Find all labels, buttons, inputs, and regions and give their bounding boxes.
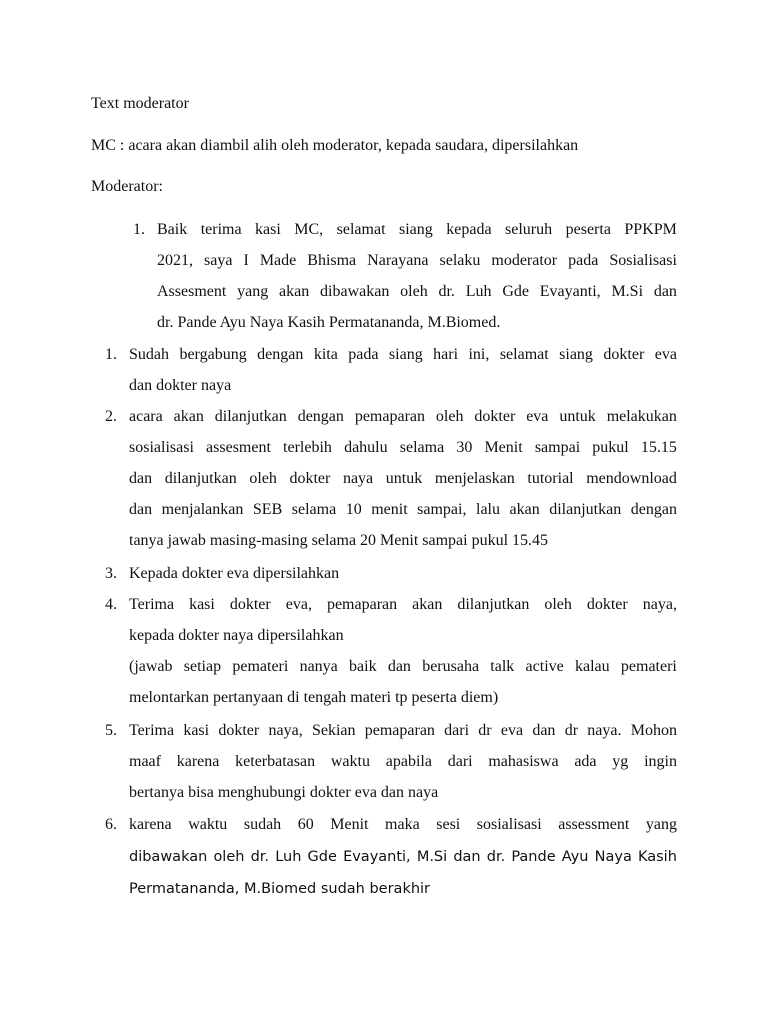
word: selama (291, 501, 337, 518)
word: Menit (330, 816, 369, 833)
word: siang (399, 221, 433, 238)
word: dr. (438, 283, 455, 300)
word: Gde (502, 283, 529, 300)
word: dilanjutkan (214, 408, 287, 425)
word: peserta (565, 221, 611, 238)
word: selama (399, 439, 445, 456)
word: dari (444, 722, 470, 739)
word: sosialisasi (129, 439, 194, 456)
list-item-line (129, 438, 677, 458)
word: selamat (499, 346, 549, 363)
word: yang (237, 283, 269, 300)
word: pemateri (232, 658, 289, 675)
word: waktu (330, 753, 370, 770)
word: untuk (559, 408, 596, 425)
word: maka (385, 816, 420, 833)
word: Luh (275, 849, 302, 865)
word: Terima (129, 596, 175, 613)
word: ada (574, 753, 597, 770)
sublist-line: dr. Pande Ayu Naya Kasih Permatananda, M.Biomed. (157, 314, 501, 331)
word: saya (204, 252, 233, 269)
word: Assesment (157, 283, 227, 300)
word: karena (176, 753, 220, 770)
list-item-line: dan dokter naya (129, 377, 232, 394)
word: keterbatasan (235, 753, 316, 770)
word: Sekian (311, 722, 356, 739)
sublist-item-number: 1. (133, 221, 145, 238)
word: Narayana (367, 252, 429, 269)
word: yg (612, 753, 629, 770)
word: akan (412, 596, 443, 613)
word: ingin (644, 753, 677, 770)
word: nanya (299, 658, 338, 675)
word: 10 (345, 501, 362, 518)
list-item-line: Kepada dokter eva dipersilahkan (129, 565, 340, 582)
word: bergabung (179, 346, 247, 363)
word: oleh (249, 470, 277, 487)
word: menit (371, 501, 408, 518)
word: sampai (534, 439, 581, 456)
word: kepada (446, 221, 492, 238)
word: Luh (465, 283, 492, 300)
list-item-number: 4. (105, 596, 117, 613)
word: kasi (255, 221, 281, 238)
word: menjalankan (161, 501, 244, 518)
list-item-line: Permatananda, M.Biomed sudah berakhir (129, 881, 431, 897)
word: berusaha (422, 658, 480, 675)
word: dan (532, 722, 556, 739)
word: assesment (206, 439, 271, 456)
word: eva (526, 408, 549, 425)
word: dokter (474, 408, 516, 425)
word: oleh (213, 849, 245, 865)
word: waktu (188, 816, 228, 833)
word: sesi (436, 816, 461, 833)
word: eva (654, 346, 677, 363)
word: setiap (183, 658, 222, 675)
word: Gde (307, 849, 337, 865)
word: Terima (129, 722, 175, 739)
word: dibawakan (129, 849, 208, 865)
list-item-line (129, 721, 677, 741)
word: (jawab (129, 658, 173, 675)
word: SEB (252, 501, 283, 518)
word: dr (564, 722, 579, 739)
word: oleh (544, 596, 572, 613)
list-item-line (129, 595, 677, 615)
sublist-line (157, 282, 677, 302)
word: Kasih (637, 849, 677, 865)
word: naya, (642, 596, 677, 613)
word: sampai, (417, 501, 467, 518)
word: dr. (486, 849, 506, 865)
word: kasi (183, 722, 210, 739)
word: pada (348, 346, 379, 363)
word: apabila (385, 753, 432, 770)
list-item-line: bertanya bisa menghubungi dokter eva dan naya (129, 784, 439, 801)
word: dibawakan (320, 283, 390, 300)
word: pemaparan (326, 596, 398, 613)
word: Evayanti, (343, 849, 411, 865)
word: Evayanti, (539, 283, 601, 300)
word: dilanjutkan (549, 501, 622, 518)
list-item-line (129, 815, 677, 835)
word: 2021, (157, 252, 193, 269)
word: akan (509, 501, 540, 518)
word: dengan (297, 408, 344, 425)
list-item-line (129, 500, 677, 520)
list-item-line: kepada dokter naya dipersilahkan (129, 627, 344, 644)
word: Menit (484, 439, 523, 456)
word: oleh (400, 283, 428, 300)
word: dokter (218, 722, 260, 739)
word: dengan (630, 501, 677, 518)
word: terlebih (283, 439, 332, 456)
word: dahulu (344, 439, 388, 456)
list-item-number: 5. (105, 722, 117, 739)
word: assessment (558, 816, 630, 833)
list-item-line (129, 847, 677, 867)
word: Ayu (561, 849, 589, 865)
word: dan (387, 658, 411, 675)
word: moderator (491, 252, 558, 269)
word: 15.15 (640, 439, 677, 456)
list-item-line (129, 752, 677, 772)
word: dari (447, 753, 473, 770)
word: selamat (336, 221, 386, 238)
word: dr (478, 722, 492, 739)
word: tutorial (527, 470, 574, 487)
word: naya (342, 470, 374, 487)
word: dan (129, 470, 153, 487)
word: kasi (189, 596, 215, 613)
word: sosialisasi (476, 816, 542, 833)
word: dilanjutkan (457, 596, 530, 613)
word: M.Si (611, 283, 644, 300)
word: siang (559, 346, 593, 363)
word: dengan (257, 346, 304, 363)
list-item-line (129, 469, 677, 489)
list-item-line (129, 407, 677, 427)
word: seluruh (505, 221, 553, 238)
word: selaku (439, 252, 481, 269)
sublist-line (157, 251, 677, 271)
word: menjelaskan (434, 470, 515, 487)
word: Mohon (630, 722, 677, 739)
word: Sudah (129, 346, 169, 363)
word: pemaparan (364, 722, 435, 739)
word: Sosialisasi (609, 252, 677, 269)
word: lalu (476, 501, 500, 518)
word: dokter (603, 346, 645, 363)
list-item-number: 1. (105, 346, 117, 363)
word: terima (200, 221, 242, 238)
word: untuk (385, 470, 423, 487)
word: talk (490, 658, 515, 675)
moderator-label: Moderator: (91, 178, 163, 195)
word: Naya (594, 849, 632, 865)
word: dan (129, 501, 153, 518)
word: dokter (586, 596, 628, 613)
word: hari (433, 346, 459, 363)
word: eva (500, 722, 524, 739)
word: dokter (289, 470, 331, 487)
word: dr. (250, 849, 270, 865)
word: oleh (435, 408, 464, 425)
word: dilanjutkan (164, 470, 237, 487)
word: naya, (268, 722, 303, 739)
document-heading: Text moderator (91, 95, 189, 112)
word: 60 (297, 816, 314, 833)
word: MC, (294, 221, 324, 238)
list-item-number: 6. (105, 816, 117, 833)
word: kita (313, 346, 338, 363)
word: baik (349, 658, 377, 675)
word: sudah (243, 816, 282, 833)
word: Pande (511, 849, 556, 865)
word: mahasiswa (488, 753, 559, 770)
word: M.Si (416, 849, 448, 865)
word: pemateri (620, 658, 677, 675)
word: dokter (229, 596, 271, 613)
word: eva, (285, 596, 312, 613)
list-item-line: tanya jawab masing-masing selama 20 Menit sampai pukul 15.45 (129, 532, 549, 549)
word: Baik (157, 221, 188, 238)
word: kalau (575, 658, 610, 675)
word: Made (259, 252, 297, 269)
word: akan (279, 283, 310, 300)
word: 30 (456, 439, 473, 456)
sublist-line (157, 220, 677, 240)
word: pada (568, 252, 599, 269)
word: acara (129, 408, 163, 425)
word: maaf (129, 753, 161, 770)
word: I (243, 252, 249, 269)
word: pukul (592, 439, 629, 456)
list-item-line: melontarkan pertanyaan di tengah materi tp peserta diem) (129, 689, 499, 706)
word: naya. (587, 722, 622, 739)
word: mendownload (586, 470, 677, 487)
list-item-line (129, 657, 677, 677)
word: ini, (468, 346, 490, 363)
word: siang (388, 346, 423, 363)
list-item-number: 3. (105, 565, 117, 582)
mc-line: MC : acara akan diambil alih oleh moderator, kepada saudara, dipersilahkan (91, 137, 579, 154)
word: karena (129, 816, 172, 833)
list-item-line (129, 345, 677, 365)
list-item-number: 2. (105, 408, 117, 425)
word: akan (173, 408, 204, 425)
word: dan (653, 283, 677, 300)
word: yang (645, 816, 677, 833)
word: dan (453, 849, 481, 865)
word: PPKPM (624, 221, 677, 238)
word: melakukan (606, 408, 677, 425)
word: active (525, 658, 564, 675)
word: pemaparan (354, 408, 425, 425)
word: Bhisma (307, 252, 357, 269)
